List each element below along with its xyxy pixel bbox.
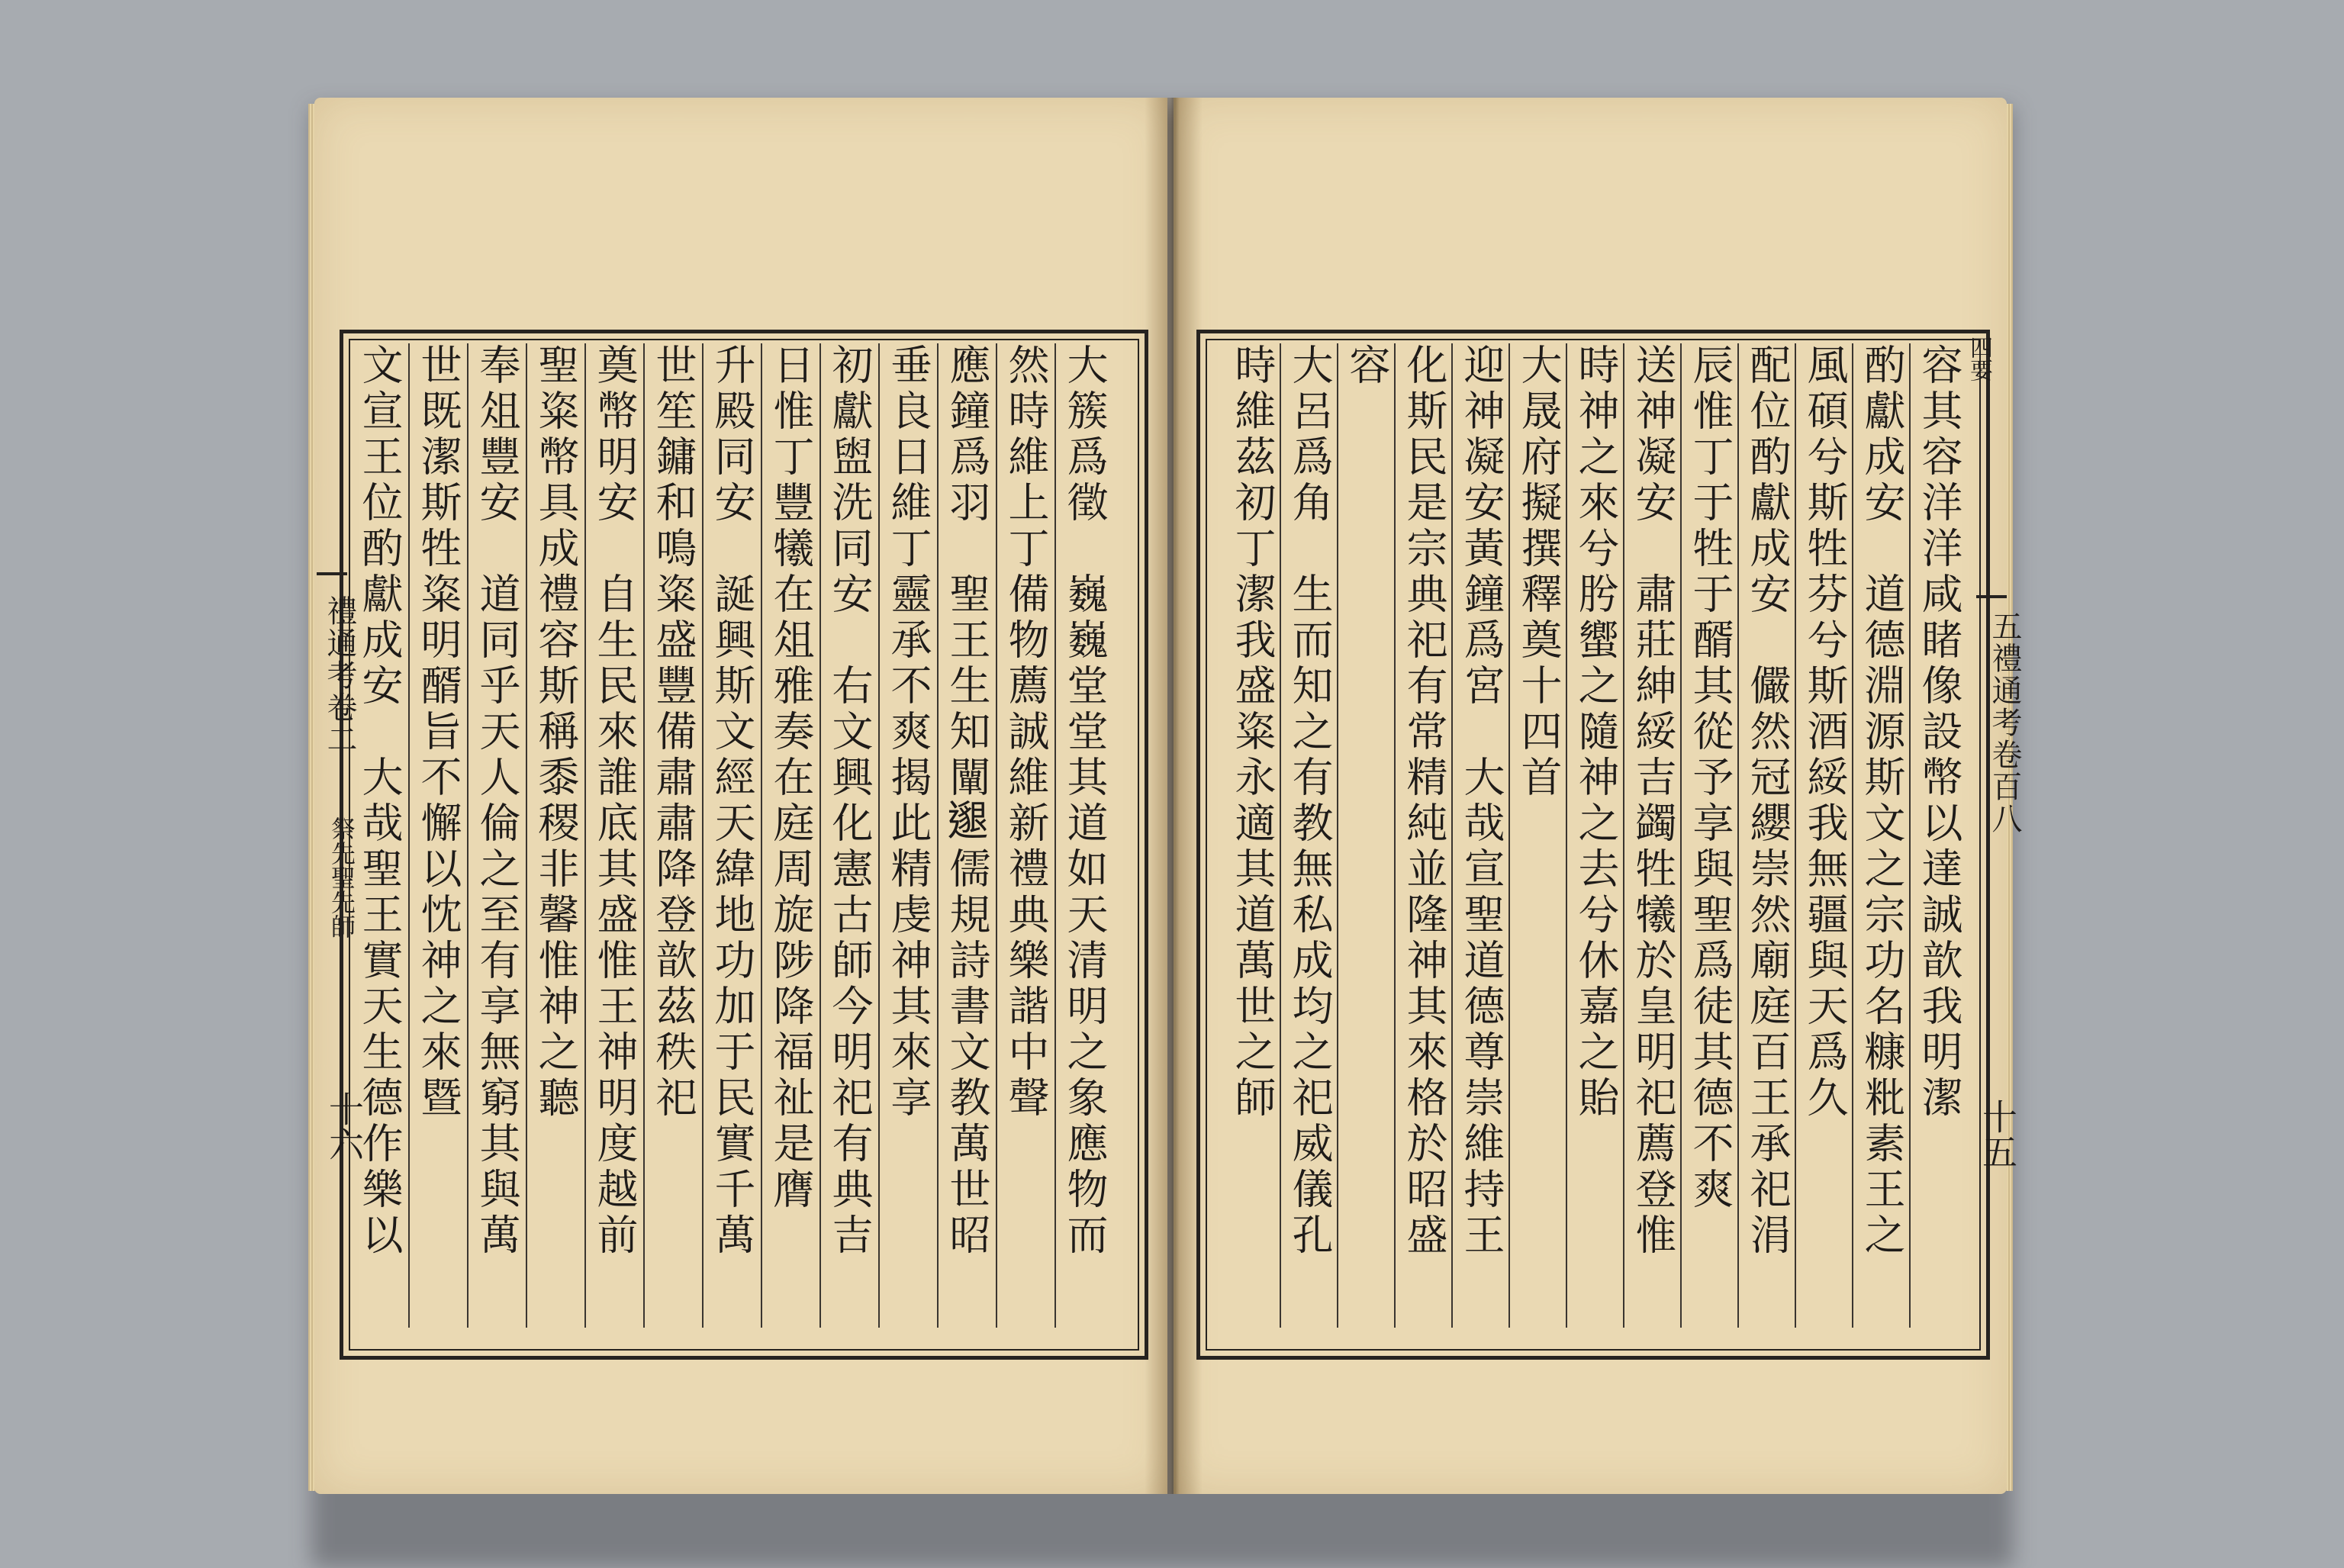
column-rule <box>878 343 880 1328</box>
column-rule <box>1623 343 1624 1328</box>
column-rule <box>1852 343 1853 1328</box>
column-rule <box>1451 343 1453 1328</box>
column-rule <box>1394 343 1396 1328</box>
column-rule <box>1795 343 1796 1328</box>
column-rule <box>761 343 762 1328</box>
text-column: 容 <box>1343 343 1391 389</box>
text-column: 應鐘爲羽 聖王生知闡𨗿儒規詩書文教萬世昭 <box>943 343 991 1259</box>
text-column: 聖粢幣具成禮容斯稱黍稷非馨惟神之聽 <box>532 343 580 1122</box>
text-column: 化斯民是宗典祀有常精純並隆神其來格於昭盛 <box>1400 343 1448 1259</box>
text-column: 風碩兮斯牲芬兮斯酒綏我無疆與天爲久 <box>1801 343 1849 1122</box>
section-title: 祭先聖先師 <box>327 816 356 939</box>
column-rule <box>1909 343 1911 1328</box>
text-column: 垂良日維丁靈承不爽揭此精虔神其來享 <box>884 343 932 1122</box>
column-rule <box>584 343 586 1328</box>
column-rule <box>1280 343 1281 1328</box>
text-column: 文宣王位酌獻成安 大哉聖王實天生德作樂以 <box>356 343 404 1259</box>
right-text-block <box>1215 343 1970 1343</box>
column-rule <box>1680 343 1682 1328</box>
book-title: 禮通考卷二 <box>322 595 357 755</box>
book-gutter <box>1145 98 1203 1494</box>
page-number: 十五 <box>1977 1099 2018 1169</box>
text-column: 奠幣明安 自生民來誰底其盛惟王神明度越前 <box>591 343 639 1259</box>
column-rule <box>1566 343 1567 1328</box>
text-column: 時神之來兮肹蠁之隨神之去兮休嘉之貽 <box>1572 343 1620 1122</box>
text-column: 酌獻成安 道德淵源斯文之宗功名糠粃素王之 <box>1858 343 1906 1259</box>
text-column: 辰惟丁于牲于醑其從予享與聖爲徒其德不爽 <box>1686 343 1734 1213</box>
text-column: 升殿同安 誕興斯文經天緯地功加于民實千萬 <box>708 343 756 1259</box>
text-column: 配位酌獻成安 儼然冠纓崇然廟庭百王承祀涓 <box>1744 343 1792 1259</box>
left-text-block <box>356 343 1122 1343</box>
fish-tail-top <box>1976 595 2007 598</box>
column-rule <box>1508 343 1510 1328</box>
corner-note: 四要 <box>1966 336 1992 382</box>
text-column: 大呂爲角 生而知之有教無私成均之祀威儀孔 <box>1286 343 1334 1259</box>
text-column: 初獻盥洗同安 右文興化憲古師今明祀有典吉 <box>826 343 874 1259</box>
text-column: 大晟府擬撰釋奠十四首 <box>1515 343 1563 801</box>
column-rule <box>1737 343 1739 1328</box>
column-rule <box>702 343 704 1328</box>
column-rule <box>996 343 997 1328</box>
column-rule <box>643 343 645 1328</box>
column-rule <box>819 343 821 1328</box>
column-rule <box>408 343 410 1328</box>
text-column: 容其容洋洋咸睹像設幣以達誠歆我明潔 <box>1915 343 1963 1122</box>
column-rule <box>1337 343 1338 1328</box>
text-column: 送神凝安 肅莊紳綏吉蠲牲犧於皇明祀薦登惟 <box>1629 343 1677 1259</box>
text-column: 日惟丁豐犧在俎雅奏在庭周旋陟降福祉是膺 <box>767 343 815 1213</box>
text-column: 奉俎豐安 道同乎天人倫之至有享無窮其與萬 <box>473 343 521 1259</box>
column-rule <box>526 343 527 1328</box>
column-rule <box>937 343 939 1328</box>
text-column: 時維茲初丁潔我盛粢永適其道萬世之師 <box>1228 343 1277 1122</box>
text-column: 世既潔斯牲粢明醑旨不懈以忱神之來暨 <box>414 343 462 1122</box>
column-rule <box>467 343 468 1328</box>
fish-tail-top <box>317 572 347 575</box>
book-title: 五禮通考卷百八 <box>1987 610 2022 835</box>
page-number: 十六 <box>324 1091 365 1161</box>
text-column: 然時維上丁備物薦誠維新禮典樂諧中聲 <box>1002 343 1050 1122</box>
column-rule <box>1054 343 1056 1328</box>
text-column: 迎神凝安黃鐘爲宮 大哉宣聖道德尊崇維持王 <box>1457 343 1505 1259</box>
text-column: 大簇爲徵 巍巍堂堂其道如天清明之象應物而 <box>1061 343 1109 1259</box>
text-column: 世笙鏞和鳴粢盛豐備肅肅降登歆茲秩祀 <box>649 343 697 1122</box>
